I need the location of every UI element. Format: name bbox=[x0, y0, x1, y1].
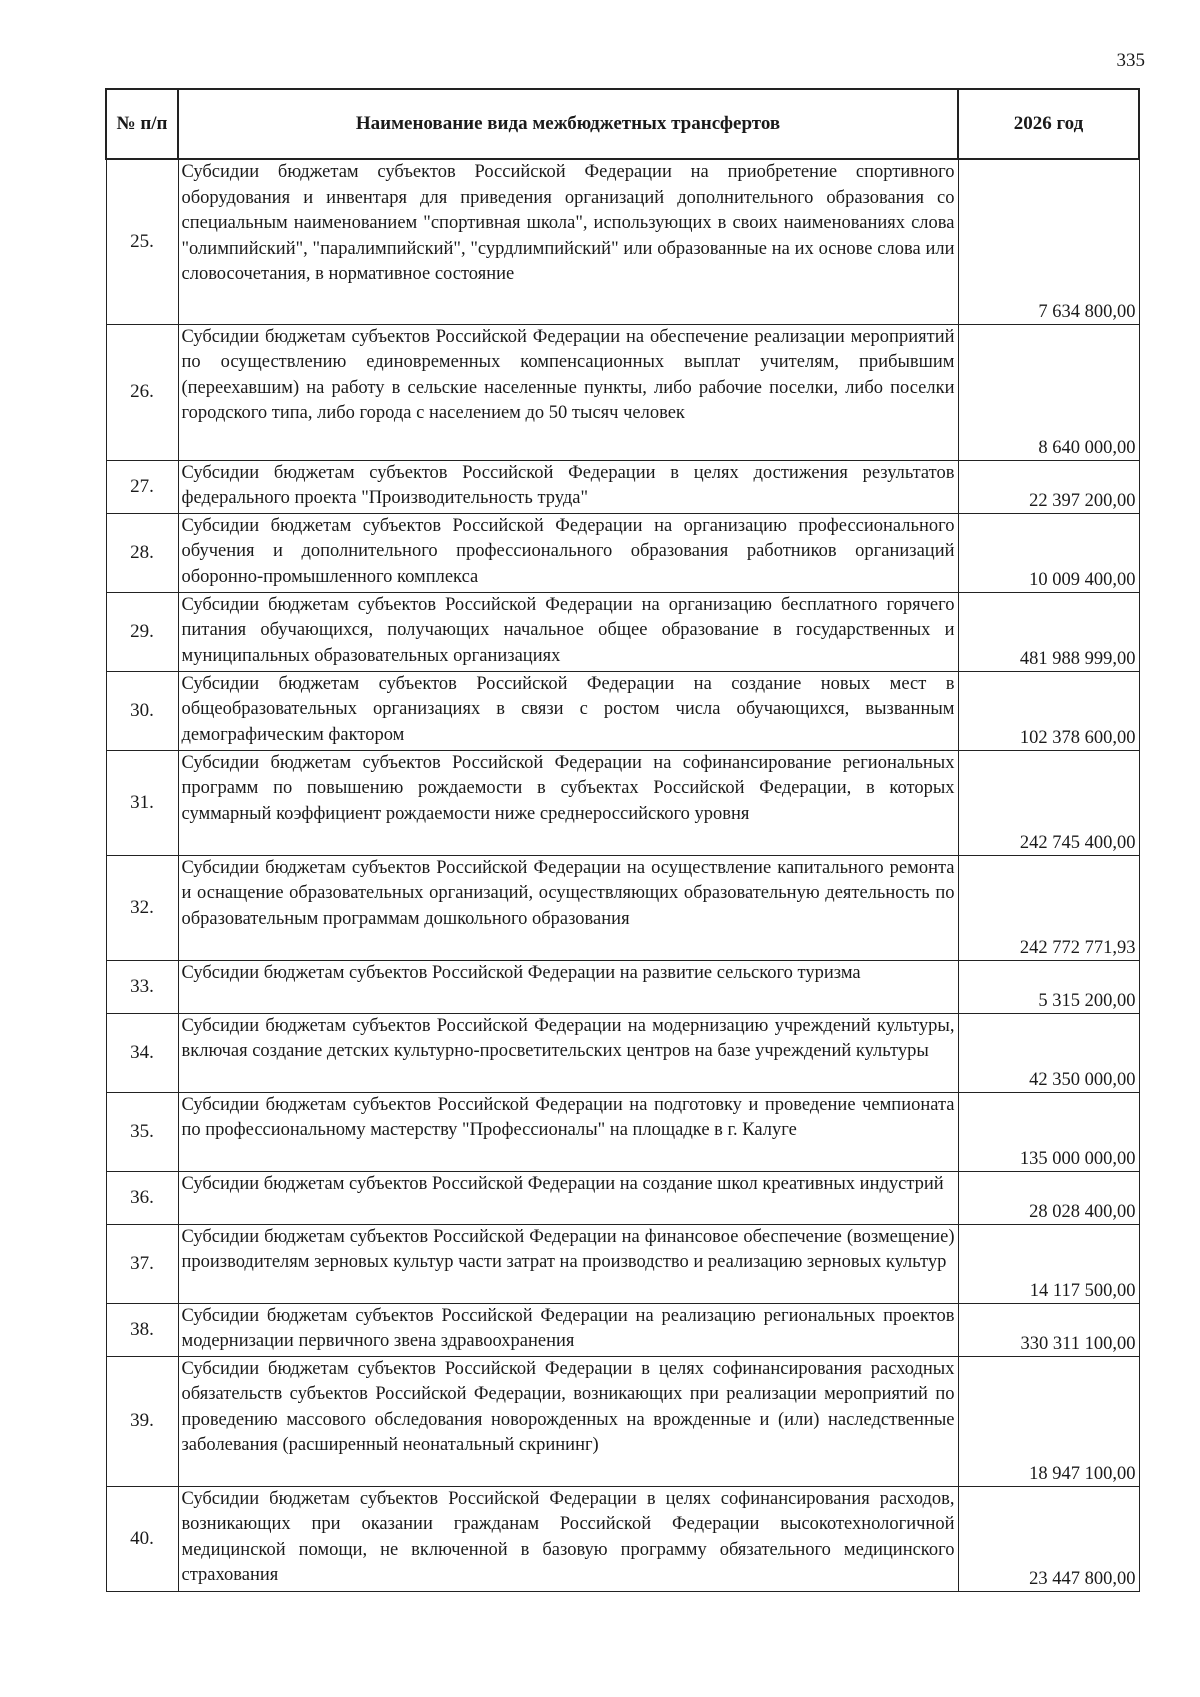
row-name: Субсидии бюджетам субъектов Российской Федерации в целях софинансирования расходных обязательств субъектов Российской Федерации, возникающих при реализации мероприятий по проведению массового обследования новорожденных на врожденные и (или) наследственные заболевания (расширенный неонатальный скрининг) bbox=[178, 1356, 958, 1486]
table-row bbox=[106, 592, 1139, 671]
row-name: Субсидии бюджетам субъектов Российской Федерации на осуществление капитального ремонта и оснащение образовательных организаций, осуществляющих образовательную деятельность по образовательным программам дошкольного образования bbox=[178, 855, 958, 960]
row-amount: 10 009 400,00 bbox=[958, 513, 1139, 592]
row-number: 35. bbox=[106, 1092, 178, 1171]
row-name: Субсидии бюджетам субъектов Российской Федерации на развитие сельского туризма bbox=[178, 960, 958, 1013]
header-year: 2026 год bbox=[958, 89, 1139, 159]
table-row bbox=[106, 1171, 1139, 1224]
row-name: Субсидии бюджетам субъектов Российской Федерации на организацию профессионального обучения и дополнительного профессионального образования работников организаций оборонно-промышленного комплекса bbox=[178, 513, 958, 592]
row-number: 37. bbox=[106, 1224, 178, 1303]
row-name: Субсидии бюджетам субъектов Российской Федерации на модернизацию учреждений культуры, включая создание детских культурно-просветительских центров на базе учреждений культуры bbox=[178, 1013, 958, 1092]
row-number: 27. bbox=[106, 460, 178, 513]
row-number: 30. bbox=[106, 671, 178, 750]
table-row bbox=[106, 750, 1139, 855]
row-number: 34. bbox=[106, 1013, 178, 1092]
row-number: 39. bbox=[106, 1356, 178, 1486]
row-name: Субсидии бюджетам субъектов Российской Федерации на обеспечение реализации мероприятий по осуществлению единовременных компенсационных выплат учителям, прибывшим (переехавшим) на работу в сельские населенные пункты, либо рабочие поселки, либо поселки городского типа, либо города с населением до 50 тысяч человек bbox=[178, 324, 958, 460]
table-row bbox=[106, 1092, 1139, 1171]
row-amount: 242 772 771,93 bbox=[958, 855, 1139, 960]
table-row bbox=[106, 1303, 1139, 1356]
table-row bbox=[106, 159, 1139, 324]
row-amount: 242 745 400,00 bbox=[958, 750, 1139, 855]
row-amount: 102 378 600,00 bbox=[958, 671, 1139, 750]
row-number: 33. bbox=[106, 960, 178, 1013]
row-number: 25. bbox=[106, 159, 178, 324]
row-number: 31. bbox=[106, 750, 178, 855]
header-number: № п/п bbox=[106, 89, 178, 159]
table-row bbox=[106, 1486, 1139, 1591]
row-number: 36. bbox=[106, 1171, 178, 1224]
row-amount: 7 634 800,00 bbox=[958, 159, 1139, 324]
row-amount: 330 311 100,00 bbox=[958, 1303, 1139, 1356]
header-name: Наименование вида межбюджетных трансфертов bbox=[178, 89, 958, 159]
row-number: 38. bbox=[106, 1303, 178, 1356]
row-amount: 18 947 100,00 bbox=[958, 1356, 1139, 1486]
table-row bbox=[106, 1356, 1139, 1486]
table-row bbox=[106, 513, 1139, 592]
row-name: Субсидии бюджетам субъектов Российской Федерации на приобретение спортивного оборудования и инвентаря для приведения организаций дополнительного образования со специальным наименованием "спортивная школа", использующих в своих наименованиях слова "олимпийский", "паралимпийский", "сурдлимпийский" или образованные на их основе слова или словосочетания, в нормативное состояние bbox=[178, 159, 958, 324]
table-row bbox=[106, 460, 1139, 513]
row-amount: 135 000 000,00 bbox=[958, 1092, 1139, 1171]
row-amount: 14 117 500,00 bbox=[958, 1224, 1139, 1303]
row-amount: 8 640 000,00 bbox=[958, 324, 1139, 460]
table-row bbox=[106, 960, 1139, 1013]
row-number: 40. bbox=[106, 1486, 178, 1591]
row-amount: 23 447 800,00 bbox=[958, 1486, 1139, 1591]
row-amount: 22 397 200,00 bbox=[958, 460, 1139, 513]
row-name: Субсидии бюджетам субъектов Российской Федерации на финансовое обеспечение (возмещение) производителям зерновых культур части затрат на производство и реализацию зерновых культур bbox=[178, 1224, 958, 1303]
row-name: Субсидии бюджетам субъектов Российской Федерации на создание новых мест в общеобразовательных организациях в связи с ростом числа обучающихся, вызванным демографическим фактором bbox=[178, 671, 958, 750]
row-amount: 42 350 000,00 bbox=[958, 1013, 1139, 1092]
row-amount: 28 028 400,00 bbox=[958, 1171, 1139, 1224]
row-name: Субсидии бюджетам субъектов Российской Федерации на подготовку и проведение чемпионата по профессиональному мастерству "Профессионалы" на площадке в г. Калуге bbox=[178, 1092, 958, 1171]
row-name: Субсидии бюджетам субъектов Российской Федерации на софинансирование региональных программ по повышению рождаемости в субъектах Российской Федерации, в которых суммарный коэффициент рождаемости ниже среднероссийского уровня bbox=[178, 750, 958, 855]
row-number: 26. bbox=[106, 324, 178, 460]
table-row bbox=[106, 671, 1139, 750]
table-row bbox=[106, 1013, 1139, 1092]
row-amount: 481 988 999,00 bbox=[958, 592, 1139, 671]
table-header-row bbox=[106, 89, 1139, 159]
row-name: Субсидии бюджетам субъектов Российской Федерации в целях софинансирования расходов, возникающих при оказании гражданам Российской Федерации высокотехнологичной медицинской помощи, не включенной в базовую программу обязательного медицинского страхования bbox=[178, 1486, 958, 1591]
page-number: 335 bbox=[1116, 50, 1145, 71]
table-row bbox=[106, 1224, 1139, 1303]
row-name: Субсидии бюджетам субъектов Российской Федерации в целях достижения результатов федерального проекта "Производительность труда" bbox=[178, 460, 958, 513]
table-row bbox=[106, 855, 1139, 960]
table-row bbox=[106, 324, 1139, 460]
transfers-table bbox=[105, 88, 1140, 1592]
row-number: 28. bbox=[106, 513, 178, 592]
row-name: Субсидии бюджетам субъектов Российской Федерации на реализацию региональных проектов модернизации первичного звена здравоохранения bbox=[178, 1303, 958, 1356]
row-name: Субсидии бюджетам субъектов Российской Федерации на создание школ креативных индустрий bbox=[178, 1171, 958, 1224]
row-number: 32. bbox=[106, 855, 178, 960]
row-name: Субсидии бюджетам субъектов Российской Федерации на организацию бесплатного горячего питания обучающихся, получающих начальное общее образование в государственных и муниципальных образовательных организациях bbox=[178, 592, 958, 671]
row-amount: 5 315 200,00 bbox=[958, 960, 1139, 1013]
row-number: 29. bbox=[106, 592, 178, 671]
